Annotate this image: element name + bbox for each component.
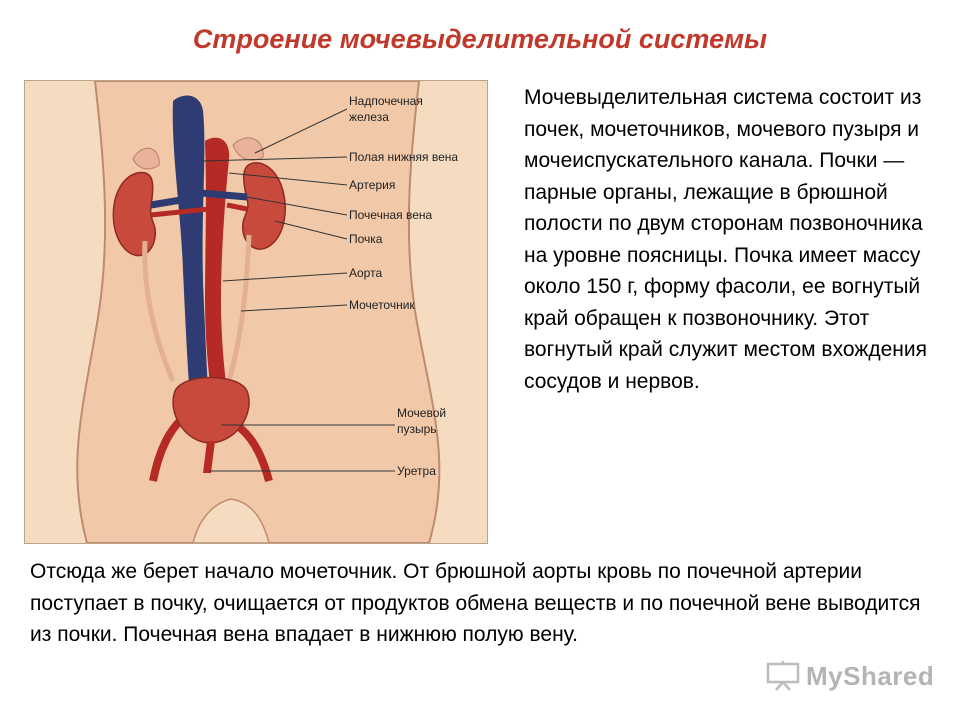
label-bladder-1: Мочевой xyxy=(397,406,447,420)
description-text: Мочевыделительная система состоит из почек, мочеточников, мочевого пузыря и мочеиспускательного канала. Почки — парные органы, лежащие в брюшной полости по двум сторонам позвоночника на уровне поясницы. Почка имеет массу около 150 г, форму фасоли, ее вогнутый край обращен к позвоночнику. Этот вогнутый край служит местом вхождения сосудов и нервов. xyxy=(524,86,927,393)
label-adrenal-gland-1: Надпочечная xyxy=(349,94,423,108)
label-adrenal-gland-2: железа xyxy=(349,110,389,124)
label-renal-vein: Почечная вена xyxy=(349,208,433,222)
label-artery: Артерия xyxy=(349,178,396,192)
watermark xyxy=(766,656,936,696)
presentation-icon xyxy=(766,660,800,692)
label-bladder-2: пузырь xyxy=(397,422,437,436)
label-ureter: Мочеточник xyxy=(349,298,415,312)
label-urethra: Уретра xyxy=(397,464,436,478)
label-kidney: Почка xyxy=(349,232,383,246)
anatomy-figure xyxy=(24,80,488,544)
page-title: Строение мочевыделительной системы xyxy=(192,24,768,54)
right-renal-vein xyxy=(201,193,247,197)
label-inferior-vena-cava: Полая нижняя вена xyxy=(349,150,459,164)
bottom-text: Отсюда же берет начало мочеточник. От брюшной аорты кровь по почечной артерии поступает в почку, очищается от продуктов обмена веществ и по почечной вене выводится из почки. Почечная вена впадает в нижнюю полую вену. xyxy=(30,560,921,646)
label-aorta: Аорта xyxy=(349,266,383,280)
urinary-system-illustration xyxy=(25,81,487,543)
watermark-text: MyShared xyxy=(806,660,935,691)
